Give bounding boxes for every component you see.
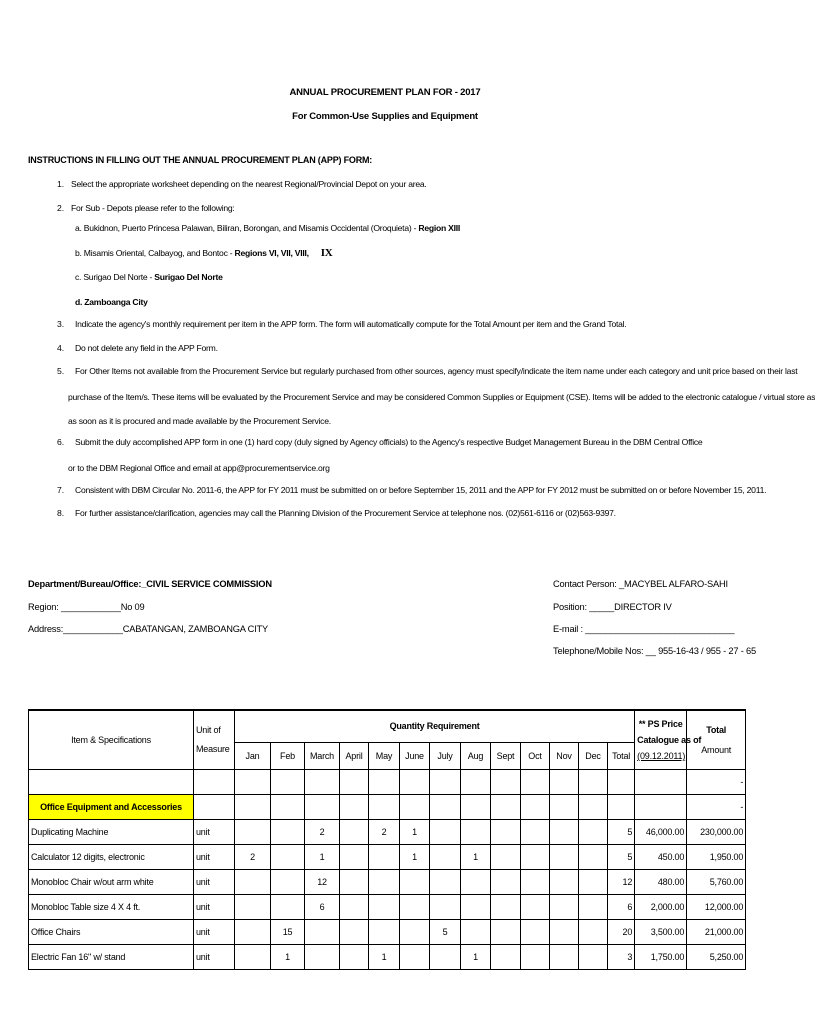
blank-cell xyxy=(340,770,369,795)
instruction-5-text-cont: purchase of the Item/s. These items will be evaluated by the Procurement Service and may be considered Common Supplies or Equipment (CSE). Items will be added to the electronic catalogue / virtual store as xyxy=(68,392,815,402)
page-subtitle: For Common-Use Supplies and Equipment xyxy=(292,111,478,122)
column-header-unit xyxy=(194,710,235,770)
table-row xyxy=(29,920,746,945)
quantity-cell xyxy=(400,895,430,920)
agency-address xyxy=(28,624,268,634)
contact-phone: Telephone/Mobile Nos: __ 955-16-43 / 955 - 27 - 65 xyxy=(553,646,756,656)
column-header-month: Feb xyxy=(271,742,305,769)
region-value: No 09 xyxy=(120,602,145,612)
page-title: ANNUAL PROCUREMENT PLAN FOR - 2017 xyxy=(289,87,481,98)
blank-cell xyxy=(491,770,521,795)
instruction-1-text: Select the appropriate worksheet depending on the nearest Regional/Provincial Depot on your area. xyxy=(71,179,427,189)
blank-cell xyxy=(461,770,491,795)
quantity-cell xyxy=(430,895,461,920)
column-header-unit-line1: Unit of xyxy=(196,725,221,735)
column-header-month: Dec xyxy=(579,742,608,769)
quantity-cell xyxy=(235,870,271,895)
blank-cell xyxy=(608,795,635,820)
price-cell: 1,750.00 xyxy=(635,945,687,970)
quantity-cell: 2 xyxy=(235,845,271,870)
quantity-cell xyxy=(400,920,430,945)
quantity-cell xyxy=(340,870,369,895)
category-amount: - xyxy=(687,795,746,820)
blank-cell xyxy=(369,770,400,795)
blank-cell xyxy=(235,770,271,795)
unit-cell: unit xyxy=(194,920,235,945)
blank-cell xyxy=(305,795,340,820)
item-name-cell: Calculator 12 digits, electronic xyxy=(29,845,194,870)
item-name-cell: Monobloc Chair w/out arm white xyxy=(29,870,194,895)
blank-cell xyxy=(521,795,550,820)
quantity-cell xyxy=(521,870,550,895)
blank-cell xyxy=(194,770,235,795)
quantity-cell xyxy=(369,845,400,870)
table-row xyxy=(29,870,746,895)
quantity-cell xyxy=(579,820,608,845)
instruction-8-text: For further assistance/clarification, agencies may call the Planning Division of the Procurement Service at telephone nos. (02)561-6116 or (02)563-9397. xyxy=(75,508,616,518)
instruction-4-text: Do not delete any field in the APP Form. xyxy=(75,343,218,353)
price-cell: 3,500.00 xyxy=(635,920,687,945)
column-header-month: Aug xyxy=(461,742,491,769)
instruction-1-number: 1. xyxy=(57,179,65,189)
quantity-cell xyxy=(340,820,369,845)
table-row xyxy=(29,895,746,920)
blank-cell xyxy=(430,795,461,820)
blank-cell xyxy=(550,795,579,820)
column-header-price xyxy=(635,710,702,770)
blank-cell xyxy=(461,795,491,820)
position-label: Position: _____ xyxy=(553,602,615,612)
blank-cell xyxy=(369,795,400,820)
column-header-month: May xyxy=(369,742,400,769)
quantity-cell xyxy=(340,845,369,870)
quantity-cell xyxy=(579,945,608,970)
sub-depot-c xyxy=(75,272,223,282)
instruction-7-text: Consistent with DBM Circular No. 2011-6, the APP for FY 2011 must be submitted on or before September 15, 2011 and the APP for FY 2012 must be submitted on or before November 15, 2011. xyxy=(75,485,767,495)
price-cell: 46,000.00 xyxy=(635,820,687,845)
amount-cell: 21,000.00 xyxy=(687,920,746,945)
sub-depot-c-text: c. Surigao Del Norte - xyxy=(75,272,155,282)
blank-cell xyxy=(340,795,369,820)
item-name-cell: Duplicating Machine xyxy=(29,820,194,845)
unit-cell: unit xyxy=(194,820,235,845)
column-header-month: April xyxy=(340,742,369,769)
quantity-cell xyxy=(369,870,400,895)
quantity-cell xyxy=(579,920,608,945)
quantity-cell xyxy=(305,920,340,945)
blank-cell xyxy=(521,770,550,795)
price-header-line1: ** PS Price xyxy=(638,719,683,729)
quantity-total-cell: 12 xyxy=(608,870,635,895)
quantity-cell xyxy=(340,920,369,945)
quantity-cell: 2 xyxy=(305,820,340,845)
item-name-cell: Office Chairs xyxy=(29,920,194,945)
sub-depot-b xyxy=(75,247,333,259)
blank-cell xyxy=(29,770,194,795)
item-name-cell: Monobloc Table size 4 X 4 ft. xyxy=(29,895,194,920)
table-blank-row xyxy=(29,770,746,795)
quantity-cell: 1 xyxy=(305,845,340,870)
quantity-cell xyxy=(491,895,521,920)
quantity-cell xyxy=(305,945,340,970)
sub-depot-b-text: b. Misamis Oriental, Calbayog, and Bontoc - xyxy=(75,248,235,258)
amount-cell: 12,000.00 xyxy=(687,895,746,920)
quantity-cell xyxy=(369,920,400,945)
instruction-6-number: 6. xyxy=(57,437,65,447)
blank-cell xyxy=(400,770,430,795)
quantity-cell xyxy=(491,870,521,895)
quantity-cell xyxy=(461,820,491,845)
quantity-total-cell: 20 xyxy=(608,920,635,945)
quantity-cell xyxy=(271,845,305,870)
position-value: DIRECTOR IV xyxy=(614,602,672,612)
blank-cell xyxy=(430,770,461,795)
quantity-cell: 1 xyxy=(461,945,491,970)
instruction-2-text: For Sub - Depots please refer to the following: xyxy=(71,203,235,213)
column-header-quantity: Quantity Requirement xyxy=(235,710,635,742)
blank-cell xyxy=(271,795,305,820)
item-name-cell: Electric Fan 16" w/ stand xyxy=(29,945,194,970)
column-header-month: Sept xyxy=(491,742,521,769)
quantity-cell xyxy=(521,845,550,870)
blank-cell xyxy=(579,770,608,795)
quantity-cell: 12 xyxy=(305,870,340,895)
quantity-cell xyxy=(491,945,521,970)
quantity-cell xyxy=(550,870,579,895)
quantity-total-cell: 5 xyxy=(608,820,635,845)
category-label: Office Equipment and Accessories xyxy=(29,795,194,820)
quantity-cell: 15 xyxy=(271,920,305,945)
quantity-cell xyxy=(400,945,430,970)
quantity-cell xyxy=(461,870,491,895)
instruction-6-text-cont: or to the DBM Regional Office and email at app@procurementservice.org xyxy=(68,463,330,473)
quantity-cell: 6 xyxy=(305,895,340,920)
blank-row-amount: - xyxy=(687,770,746,795)
instruction-8-number: 8. xyxy=(57,508,65,518)
total-header-line1: Total xyxy=(706,725,727,735)
contact-email: E-mail : ______________________________ xyxy=(553,624,735,634)
quantity-cell: 2 xyxy=(369,820,400,845)
blank-cell xyxy=(271,770,305,795)
quantity-cell xyxy=(235,895,271,920)
item-rows xyxy=(29,820,746,970)
quantity-cell xyxy=(271,820,305,845)
quantity-total-cell: 5 xyxy=(608,845,635,870)
quantity-cell xyxy=(521,920,550,945)
quantity-cell xyxy=(271,870,305,895)
quantity-cell xyxy=(461,920,491,945)
contact-person xyxy=(553,579,728,589)
department-label: Department/Bureau/Office: xyxy=(28,579,142,589)
blank-cell xyxy=(550,770,579,795)
quantity-cell xyxy=(461,895,491,920)
amount-cell: 1,950.00 xyxy=(687,845,746,870)
blank-cell xyxy=(305,770,340,795)
blank-cell xyxy=(635,770,687,795)
app-table xyxy=(28,709,746,970)
amount-cell: 5,760.00 xyxy=(687,870,746,895)
amount-cell: 230,000.00 xyxy=(687,820,746,845)
blank-cell xyxy=(194,795,235,820)
unit-cell: unit xyxy=(194,945,235,970)
unit-cell: unit xyxy=(194,870,235,895)
quantity-cell xyxy=(579,895,608,920)
quantity-cell xyxy=(430,845,461,870)
quantity-cell xyxy=(521,945,550,970)
column-header-month: Jan xyxy=(235,742,271,769)
quantity-cell xyxy=(550,945,579,970)
column-header-month: July xyxy=(430,742,461,769)
column-header-month: June xyxy=(400,742,430,769)
price-cell: 450.00 xyxy=(635,845,687,870)
quantity-cell xyxy=(430,870,461,895)
instructions-heading: INSTRUCTIONS IN FILLING OUT THE ANNUAL PROCUREMENT PLAN (APP) FORM: xyxy=(28,155,373,165)
quantity-cell xyxy=(550,895,579,920)
sub-depot-a-region: Region XIII xyxy=(418,223,461,233)
sub-depot-d: d. Zamboanga City xyxy=(75,297,148,307)
column-header-total-qty: Total xyxy=(608,742,635,769)
quantity-cell: 1 xyxy=(400,845,430,870)
quantity-cell xyxy=(579,845,608,870)
quantity-cell xyxy=(400,870,430,895)
amount-cell: 5,250.00 xyxy=(687,945,746,970)
instruction-5-text-cont2: as soon as it is procured and made available by the Procurement Service. xyxy=(68,416,331,426)
column-header-unit-line2: Measure xyxy=(196,744,230,754)
quantity-cell xyxy=(521,895,550,920)
table-header-row-1 xyxy=(29,710,746,742)
table-row xyxy=(29,945,746,970)
quantity-total-cell: 3 xyxy=(608,945,635,970)
unit-cell: unit xyxy=(194,895,235,920)
price-cell: 2,000.00 xyxy=(635,895,687,920)
instruction-3-number: 3. xyxy=(57,319,65,329)
quantity-cell: 1 xyxy=(369,945,400,970)
blank-cell xyxy=(235,795,271,820)
instruction-3-text: Indicate the agency's monthly requirement per item in the APP form. The form will automatically compute for the Total Amount per item and the Grand Total. xyxy=(75,319,627,329)
instruction-6-text: Submit the duly accomplished APP form in one (1) hard copy (duly signed by Agency officials) to the Agency's respective Budget Management Bureau in the DBM Central Office xyxy=(75,437,703,447)
total-header-line2: Amount xyxy=(701,745,732,755)
agency-region xyxy=(28,602,145,612)
quantity-cell xyxy=(271,895,305,920)
category-row xyxy=(29,795,746,820)
quantity-cell: 1 xyxy=(461,845,491,870)
region-label: Region: ____________ xyxy=(28,602,121,612)
quantity-cell xyxy=(235,820,271,845)
price-header-line3: (09.12.2011) xyxy=(637,751,686,761)
quantity-cell xyxy=(550,820,579,845)
blank-cell xyxy=(491,795,521,820)
quantity-cell xyxy=(430,945,461,970)
address-value: CABATANGAN, ZAMBOANGA CITY xyxy=(122,624,269,634)
sub-depot-c-region: Surigao Del Norte xyxy=(154,272,223,282)
agency-department xyxy=(28,579,272,589)
quantity-cell xyxy=(369,895,400,920)
address-label: Address:____________ xyxy=(28,624,123,634)
column-header-month: March xyxy=(305,742,340,769)
contact-person-label: Contact Person: _ xyxy=(553,579,625,589)
department-value: _CIVIL SERVICE COMMISSION xyxy=(141,579,272,589)
column-header-item: Item & Specifications xyxy=(29,710,194,770)
quantity-cell xyxy=(340,895,369,920)
table-row xyxy=(29,845,746,870)
blank-cell xyxy=(400,795,430,820)
blank-cell xyxy=(635,795,687,820)
blank-cell xyxy=(579,795,608,820)
column-header-month: Oct xyxy=(521,742,550,769)
quantity-cell: 1 xyxy=(271,945,305,970)
quantity-cell xyxy=(491,920,521,945)
quantity-total-cell: 6 xyxy=(608,895,635,920)
quantity-cell: 1 xyxy=(400,820,430,845)
quantity-cell xyxy=(430,820,461,845)
contact-position xyxy=(553,602,672,612)
sub-depot-a-text: a. Bukidnon, Puerto Princesa Palawan, Biliran, Borongan, and Misamis Occidental (Oroquieta) - xyxy=(75,223,419,233)
instruction-5-text: For Other Items not available from the Procurement Service but regularly purchased from other sources, agency must specify/indicate the item name under each category and unit price based on their last xyxy=(75,366,798,376)
quantity-cell xyxy=(235,920,271,945)
column-header-month: Nov xyxy=(550,742,579,769)
instruction-5-number: 5. xyxy=(57,366,65,376)
quantity-cell xyxy=(491,820,521,845)
sub-depot-a xyxy=(75,223,460,233)
blank-cell xyxy=(608,770,635,795)
quantity-cell xyxy=(579,870,608,895)
sub-depot-b-region: Regions VI, VII, VIII, xyxy=(234,248,309,258)
quantity-cell xyxy=(340,945,369,970)
quantity-cell: 5 xyxy=(430,920,461,945)
quantity-cell xyxy=(491,845,521,870)
quantity-cell xyxy=(521,820,550,845)
contact-person-value: MACYBEL ALFARO-SAHI xyxy=(624,579,728,589)
sub-depot-b-extra: IX xyxy=(320,247,333,259)
quantity-cell xyxy=(550,845,579,870)
instruction-7-number: 7. xyxy=(57,485,65,495)
unit-cell: unit xyxy=(194,845,235,870)
instruction-4-number: 4. xyxy=(57,343,65,353)
quantity-cell xyxy=(235,945,271,970)
price-cell: 480.00 xyxy=(635,870,687,895)
quantity-cell xyxy=(550,920,579,945)
table-row xyxy=(29,820,746,845)
instruction-2-number: 2. xyxy=(57,203,65,213)
price-header-line2: Catalogue as of xyxy=(637,735,702,745)
